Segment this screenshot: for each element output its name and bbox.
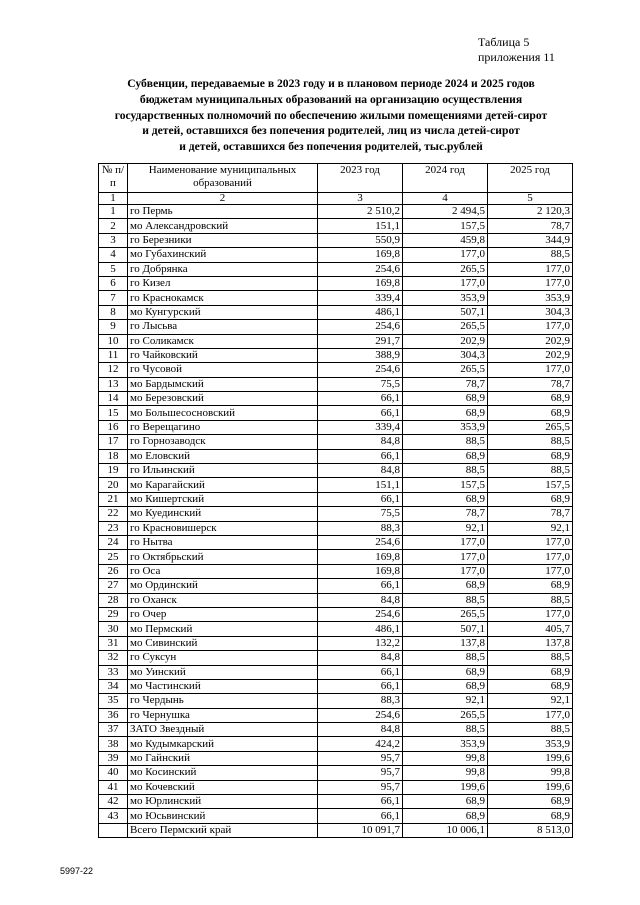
municipality-name: мо Большесосновский [128, 406, 318, 420]
municipality-name: мо Губахинский [128, 248, 318, 262]
municipality-name: го Кизел [128, 276, 318, 290]
row-number: 28 [99, 593, 128, 607]
value-2023: 66,1 [318, 809, 403, 823]
row-number: 15 [99, 406, 128, 420]
table-row [99, 377, 573, 391]
value-2024: 353,9 [403, 420, 488, 434]
row-number: 41 [99, 780, 128, 794]
value-2025: 177,0 [488, 550, 573, 564]
value-2025: 353,9 [488, 737, 573, 751]
value-2024: 177,0 [403, 248, 488, 262]
value-2024: 265,5 [403, 320, 488, 334]
value-2023: 66,1 [318, 795, 403, 809]
value-2023: 424,2 [318, 737, 403, 751]
row-number: 2 [99, 219, 128, 233]
value-2023: 254,6 [318, 607, 403, 621]
municipality-name: мо Пермский [128, 622, 318, 636]
value-2024: 507,1 [403, 305, 488, 319]
value-2024: 304,3 [403, 348, 488, 362]
value-2025: 88,5 [488, 248, 573, 262]
value-2024: 265,5 [403, 363, 488, 377]
value-2025: 265,5 [488, 420, 573, 434]
value-2023: 88,3 [318, 694, 403, 708]
municipality-name: мо Частинский [128, 679, 318, 693]
value-2024: 265,5 [403, 262, 488, 276]
value-2024: 265,5 [403, 708, 488, 722]
row-number: 12 [99, 363, 128, 377]
municipality-name: го Березники [128, 233, 318, 247]
municipality-name: мо Куединский [128, 507, 318, 521]
row-number: 24 [99, 535, 128, 549]
value-2024: 177,0 [403, 564, 488, 578]
table-row [99, 348, 573, 362]
value-2025: 2 120,3 [488, 205, 573, 219]
row-number: 1 [99, 205, 128, 219]
table-body [99, 205, 573, 824]
value-2023: 254,6 [318, 535, 403, 549]
row-number: 33 [99, 665, 128, 679]
value-2025: 177,0 [488, 262, 573, 276]
table-row [99, 607, 573, 621]
table-row [99, 392, 573, 406]
row-number: 11 [99, 348, 128, 362]
value-2024: 157,5 [403, 478, 488, 492]
value-2023: 84,8 [318, 723, 403, 737]
value-2024: 68,9 [403, 809, 488, 823]
value-2025: 344,9 [488, 233, 573, 247]
value-2025: 137,8 [488, 636, 573, 650]
municipality-name: мо Юсьвинский [128, 809, 318, 823]
value-2025: 177,0 [488, 363, 573, 377]
value-2023: 169,8 [318, 550, 403, 564]
value-2024: 68,9 [403, 392, 488, 406]
municipality-name: мо Еловский [128, 449, 318, 463]
value-2025: 88,5 [488, 435, 573, 449]
value-2025: 78,7 [488, 507, 573, 521]
value-2025: 202,9 [488, 334, 573, 348]
table-row [99, 723, 573, 737]
municipality-name: мо Уинский [128, 665, 318, 679]
value-2025: 157,5 [488, 478, 573, 492]
value-2025: 92,1 [488, 521, 573, 535]
municipality-name: мо Александровский [128, 219, 318, 233]
municipality-name: мо Кочевский [128, 780, 318, 794]
row-number: 36 [99, 708, 128, 722]
municipality-name: го Чусовой [128, 363, 318, 377]
row-number: 5 [99, 262, 128, 276]
table-row [99, 780, 573, 794]
table-row [99, 406, 573, 420]
row-number: 29 [99, 607, 128, 621]
value-2023: 66,1 [318, 492, 403, 506]
header-2024: 2024 год [403, 164, 488, 193]
title-line: государственных полномочий по обеспечению жилыми помещениями детей-сирот [114, 108, 548, 122]
value-2025: 88,5 [488, 593, 573, 607]
title-line: и детей, оставшихся без попечения родителей, тыс.рублей [179, 140, 483, 154]
value-2024: 68,9 [403, 665, 488, 679]
subventions-table [98, 163, 573, 838]
row-number: 32 [99, 651, 128, 665]
value-2023: 95,7 [318, 780, 403, 794]
municipality-name: го Октябрьский [128, 550, 318, 564]
municipality-name: мо Кишертский [128, 492, 318, 506]
value-2024: 459,8 [403, 233, 488, 247]
table-row [99, 521, 573, 535]
table-row [99, 478, 573, 492]
value-2025: 68,9 [488, 406, 573, 420]
column-number: 3 [318, 193, 403, 205]
table-row [99, 679, 573, 693]
title-line: бюджетам муниципальных образований на организацию осуществления [139, 92, 523, 106]
municipality-name: го Суксун [128, 651, 318, 665]
value-2024: 68,9 [403, 679, 488, 693]
value-2023: 151,1 [318, 219, 403, 233]
table-row [99, 651, 573, 665]
table-row [99, 464, 573, 478]
municipality-name: ЗАТО Звездный [128, 723, 318, 737]
table-row [99, 507, 573, 521]
value-2025: 177,0 [488, 276, 573, 290]
value-2025: 92,1 [488, 694, 573, 708]
value-2025: 68,9 [488, 579, 573, 593]
value-2023: 486,1 [318, 622, 403, 636]
value-2025: 177,0 [488, 708, 573, 722]
document-title [80, 76, 582, 155]
table-row [99, 363, 573, 377]
row-number: 43 [99, 809, 128, 823]
value-2025: 68,9 [488, 449, 573, 463]
value-2025: 199,6 [488, 780, 573, 794]
value-2024: 353,9 [403, 291, 488, 305]
value-2024: 157,5 [403, 219, 488, 233]
total-2025: 8 513,0 [488, 823, 573, 837]
value-2025: 68,9 [488, 795, 573, 809]
municipality-name: го Красновишерск [128, 521, 318, 535]
value-2025: 405,7 [488, 622, 573, 636]
table-number: Таблица 5 [478, 35, 530, 49]
value-2024: 68,9 [403, 449, 488, 463]
municipality-name: го Оханск [128, 593, 318, 607]
appendix-reference: приложения 11 [478, 50, 555, 64]
row-number: 14 [99, 392, 128, 406]
table-row [99, 622, 573, 636]
value-2023: 95,7 [318, 751, 403, 765]
value-2023: 339,4 [318, 420, 403, 434]
value-2023: 66,1 [318, 679, 403, 693]
total-2023: 10 091,7 [318, 823, 403, 837]
table-reference [478, 35, 555, 65]
header-number: № п/п [99, 164, 128, 193]
table-row [99, 233, 573, 247]
value-2025: 78,7 [488, 377, 573, 391]
table-row [99, 320, 573, 334]
municipality-name: мо Гайнский [128, 751, 318, 765]
value-2023: 388,9 [318, 348, 403, 362]
row-number: 31 [99, 636, 128, 650]
table-row [99, 492, 573, 506]
value-2024: 177,0 [403, 276, 488, 290]
row-number: 40 [99, 766, 128, 780]
table-row [99, 420, 573, 434]
value-2023: 132,2 [318, 636, 403, 650]
value-2024: 68,9 [403, 579, 488, 593]
value-2023: 2 510,2 [318, 205, 403, 219]
table-row [99, 305, 573, 319]
row-number: 42 [99, 795, 128, 809]
table-row [99, 334, 573, 348]
value-2025: 68,9 [488, 665, 573, 679]
value-2023: 75,5 [318, 507, 403, 521]
municipality-name: го Лысьва [128, 320, 318, 334]
value-2024: 92,1 [403, 694, 488, 708]
row-number: 27 [99, 579, 128, 593]
table-row [99, 636, 573, 650]
municipality-name: го Добрянка [128, 262, 318, 276]
table-row [99, 564, 573, 578]
value-2025: 177,0 [488, 564, 573, 578]
value-2024: 88,5 [403, 435, 488, 449]
municipality-name: го Оса [128, 564, 318, 578]
municipality-name: го Соликамск [128, 334, 318, 348]
value-2023: 66,1 [318, 406, 403, 420]
value-2025: 177,0 [488, 320, 573, 334]
value-2025: 68,9 [488, 392, 573, 406]
value-2025: 177,0 [488, 535, 573, 549]
row-number: 10 [99, 334, 128, 348]
value-2025: 202,9 [488, 348, 573, 362]
column-number: 4 [403, 193, 488, 205]
table-row [99, 579, 573, 593]
header-2025: 2025 год [488, 164, 573, 193]
municipality-name: го Нытва [128, 535, 318, 549]
value-2023: 254,6 [318, 262, 403, 276]
municipality-name: го Чернушка [128, 708, 318, 722]
value-2023: 75,5 [318, 377, 403, 391]
value-2024: 137,8 [403, 636, 488, 650]
table-row [99, 665, 573, 679]
row-number: 39 [99, 751, 128, 765]
value-2023: 151,1 [318, 478, 403, 492]
table-row [99, 737, 573, 751]
table-row [99, 219, 573, 233]
total-2024: 10 006,1 [403, 823, 488, 837]
value-2023: 84,8 [318, 651, 403, 665]
table-row [99, 708, 573, 722]
row-number: 4 [99, 248, 128, 262]
row-number: 30 [99, 622, 128, 636]
value-2024: 88,5 [403, 723, 488, 737]
row-number: 25 [99, 550, 128, 564]
value-2024: 88,5 [403, 593, 488, 607]
value-2023: 550,9 [318, 233, 403, 247]
municipality-name: мо Юрлинский [128, 795, 318, 809]
municipality-name: мо Карагайский [128, 478, 318, 492]
value-2025: 88,5 [488, 723, 573, 737]
municipality-name: го Краснокамск [128, 291, 318, 305]
row-number: 20 [99, 478, 128, 492]
column-number: 2 [128, 193, 318, 205]
value-2025: 68,9 [488, 492, 573, 506]
value-2024: 177,0 [403, 535, 488, 549]
table-row [99, 291, 573, 305]
municipality-name: мо Бардымский [128, 377, 318, 391]
value-2023: 88,3 [318, 521, 403, 535]
table-row [99, 751, 573, 765]
table-row [99, 276, 573, 290]
total-number-cell [99, 823, 128, 837]
row-number: 3 [99, 233, 128, 247]
header-municipality: Наименование муниципальных образований [128, 164, 318, 193]
value-2023: 169,8 [318, 248, 403, 262]
column-number: 1 [99, 193, 128, 205]
table-row [99, 535, 573, 549]
value-2024: 99,8 [403, 766, 488, 780]
value-2024: 92,1 [403, 521, 488, 535]
value-2025: 68,9 [488, 809, 573, 823]
municipality-name: го Верещагино [128, 420, 318, 434]
value-2025: 78,7 [488, 219, 573, 233]
table-row [99, 550, 573, 564]
value-2024: 507,1 [403, 622, 488, 636]
row-number: 18 [99, 449, 128, 463]
value-2025: 304,3 [488, 305, 573, 319]
value-2023: 291,7 [318, 334, 403, 348]
row-number: 34 [99, 679, 128, 693]
value-2025: 353,9 [488, 291, 573, 305]
table-row [99, 795, 573, 809]
value-2024: 353,9 [403, 737, 488, 751]
municipality-name: мо Кунгурский [128, 305, 318, 319]
row-number: 19 [99, 464, 128, 478]
value-2023: 84,8 [318, 435, 403, 449]
municipality-name: го Горнозаводск [128, 435, 318, 449]
value-2023: 66,1 [318, 665, 403, 679]
header-2023: 2023 год [318, 164, 403, 193]
municipality-name: мо Березовский [128, 392, 318, 406]
table-row [99, 435, 573, 449]
municipality-name: го Чердынь [128, 694, 318, 708]
table-row [99, 766, 573, 780]
row-number: 16 [99, 420, 128, 434]
value-2023: 95,7 [318, 766, 403, 780]
value-2024: 88,5 [403, 651, 488, 665]
value-2023: 339,4 [318, 291, 403, 305]
value-2025: 88,5 [488, 651, 573, 665]
value-2023: 66,1 [318, 449, 403, 463]
row-number: 22 [99, 507, 128, 521]
value-2025: 68,9 [488, 679, 573, 693]
row-number: 21 [99, 492, 128, 506]
municipality-name: мо Кудымкарский [128, 737, 318, 751]
value-2023: 169,8 [318, 276, 403, 290]
value-2024: 99,8 [403, 751, 488, 765]
municipality-name: го Очер [128, 607, 318, 621]
value-2024: 265,5 [403, 607, 488, 621]
value-2024: 88,5 [403, 464, 488, 478]
row-number: 38 [99, 737, 128, 751]
value-2023: 66,1 [318, 392, 403, 406]
value-2024: 68,9 [403, 406, 488, 420]
title-line: и детей, оставшихся без попечения родителей, лиц из числа детей-сирот [142, 124, 520, 138]
row-number: 26 [99, 564, 128, 578]
row-number: 8 [99, 305, 128, 319]
table-row [99, 694, 573, 708]
municipality-name: мо Ординский [128, 579, 318, 593]
value-2023: 254,6 [318, 708, 403, 722]
value-2023: 84,8 [318, 464, 403, 478]
table-row [99, 809, 573, 823]
value-2023: 66,1 [318, 579, 403, 593]
municipality-name: го Пермь [128, 205, 318, 219]
table-row [99, 449, 573, 463]
table-row [99, 205, 573, 219]
row-number: 7 [99, 291, 128, 305]
value-2023: 84,8 [318, 593, 403, 607]
row-number: 37 [99, 723, 128, 737]
column-number: 5 [488, 193, 573, 205]
total-label: Всего Пермский край [128, 823, 318, 837]
row-number: 6 [99, 276, 128, 290]
value-2025: 177,0 [488, 607, 573, 621]
value-2024: 78,7 [403, 507, 488, 521]
row-number: 23 [99, 521, 128, 535]
municipality-name: го Чайковский [128, 348, 318, 362]
value-2024: 68,9 [403, 492, 488, 506]
value-2025: 199,6 [488, 751, 573, 765]
municipality-name: мо Косинский [128, 766, 318, 780]
table-row [99, 248, 573, 262]
value-2023: 486,1 [318, 305, 403, 319]
value-2024: 78,7 [403, 377, 488, 391]
total-row [99, 823, 573, 837]
value-2023: 169,8 [318, 564, 403, 578]
row-number: 35 [99, 694, 128, 708]
value-2024: 68,9 [403, 795, 488, 809]
value-2023: 254,6 [318, 363, 403, 377]
row-number: 9 [99, 320, 128, 334]
municipality-name: го Ильинский [128, 464, 318, 478]
title-line: Субвенции, передаваемые в 2023 году и в плановом периоде 2024 и 2025 годов [127, 77, 535, 90]
table-row [99, 262, 573, 276]
value-2024: 177,0 [403, 550, 488, 564]
row-number: 17 [99, 435, 128, 449]
value-2024: 199,6 [403, 780, 488, 794]
value-2025: 88,5 [488, 464, 573, 478]
document-code: 5997-22 [60, 866, 94, 876]
value-2025: 99,8 [488, 766, 573, 780]
row-number: 13 [99, 377, 128, 391]
value-2024: 2 494,5 [403, 205, 488, 219]
table-row [99, 593, 573, 607]
value-2023: 254,6 [318, 320, 403, 334]
value-2024: 202,9 [403, 334, 488, 348]
municipality-name: мо Сивинский [128, 636, 318, 650]
